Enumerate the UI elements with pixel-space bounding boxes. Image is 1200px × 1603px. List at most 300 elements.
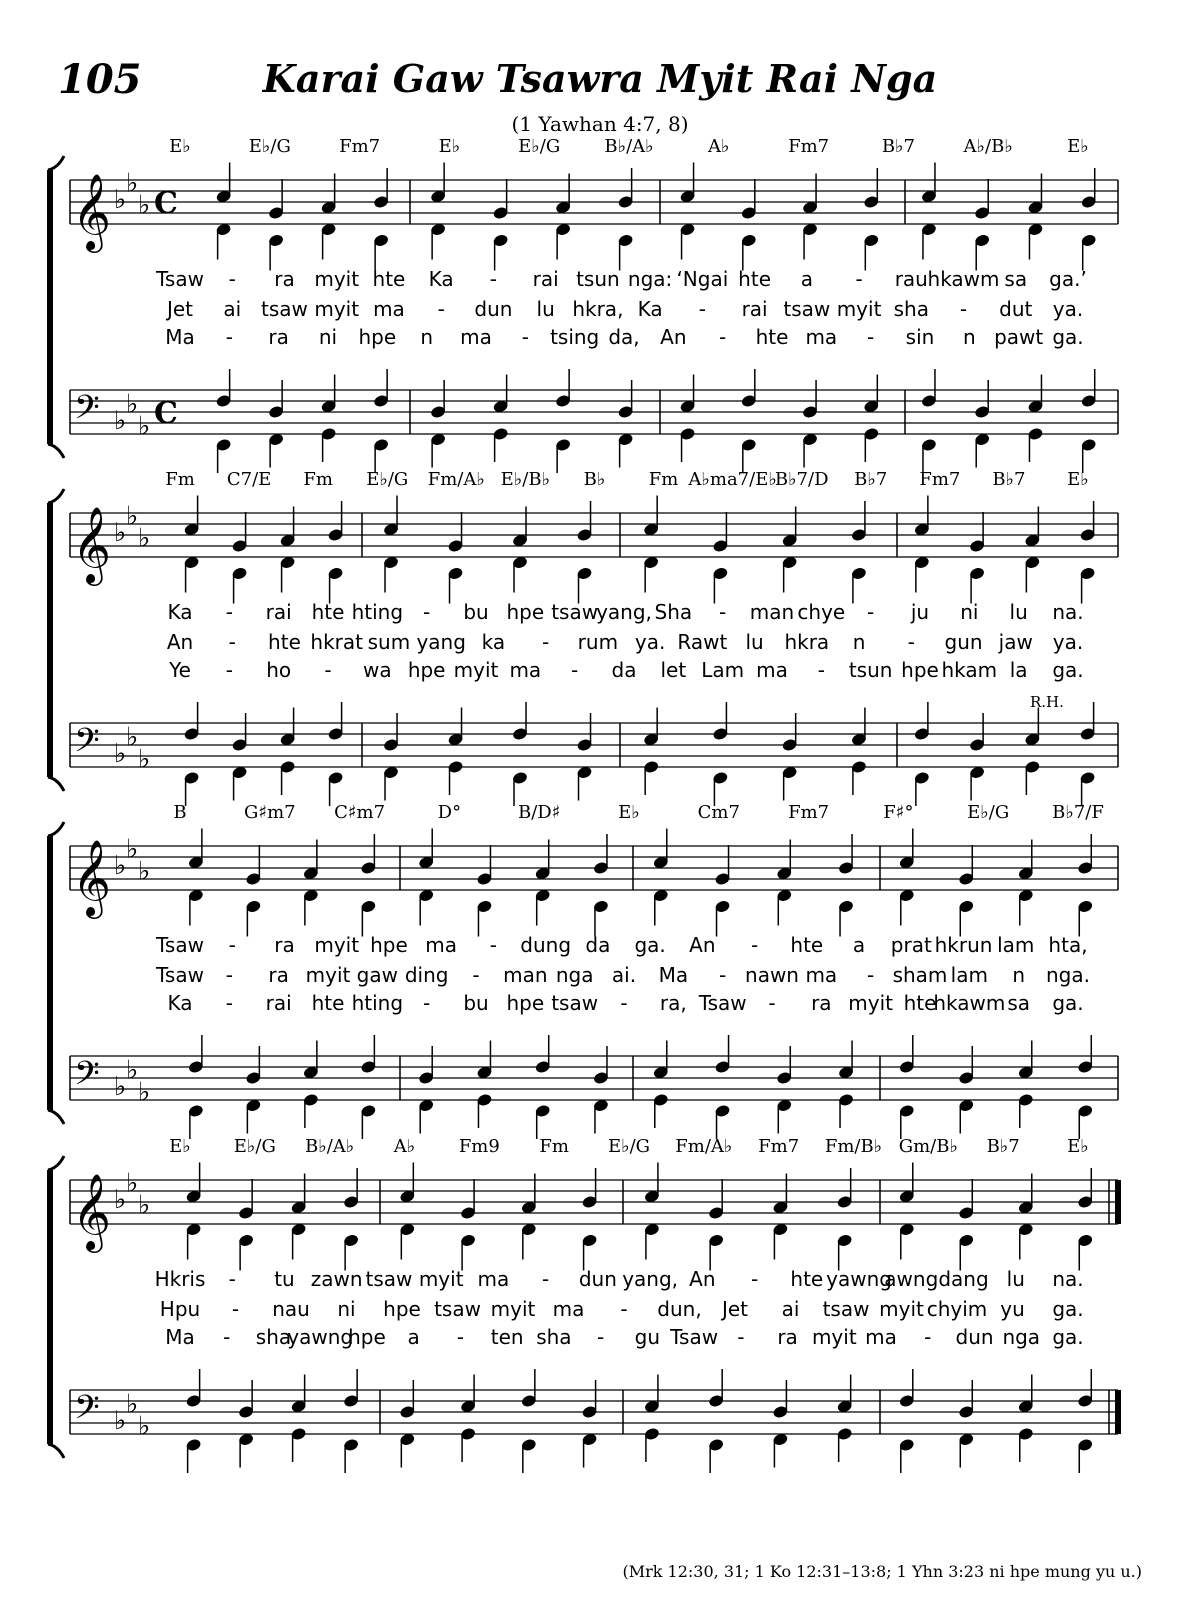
bracket-hook-bottom [48,444,64,458]
lyric-syllable: rai [265,991,292,1015]
chord-symbol: E♭ [1067,1136,1089,1157]
bracket-hook-top [48,822,64,836]
lyric-syllable: - [597,1325,605,1349]
key-flat: ♭ [138,744,151,775]
chord-symbol: Fm [648,469,679,490]
lyric-syllable: lu [536,297,555,321]
lyric-syllable: An [660,325,687,349]
lyric-syllable: sa [1004,267,1028,291]
chord-symbol: B♭/A♭ [604,136,654,157]
treble-clef: 𝄞 [72,173,112,250]
lyric-syllable: rai [741,297,768,321]
chord-symbol: Fm/A♭ [427,469,485,490]
lyric-syllable: hpe [506,600,545,624]
lyric-syllable: ma [805,963,838,987]
lyric-syllable: Tsaw [156,933,204,957]
lyric-syllable: hpe [506,991,545,1015]
lyric-syllable: ma [805,325,838,349]
chord-symbol: Fm/A♭ [675,1136,733,1157]
chord-symbol: B♭ [583,469,606,490]
lyric-syllable: - [228,933,236,957]
lyric-syllable: ma [552,1297,585,1321]
lyric-syllable: - [225,325,233,349]
lyric-syllable: - [521,325,529,349]
lyric-syllable: myit [836,297,882,321]
chord-symbol: E♭/B♭ [500,469,551,490]
lyric-syllable: da [611,658,637,682]
lyric-syllable: myit [314,267,360,291]
lyric-syllable: - [867,325,875,349]
lyric-syllable: myit [314,933,360,957]
lyric-syllable: Tsaw [156,963,204,987]
lyric-syllable: - [907,630,915,654]
lyric-syllable: hkawm [927,267,1000,291]
chord-symbol: B♭7 [854,469,888,490]
lyric-syllable: - [324,658,332,682]
bracket-hook-top [48,1156,64,1170]
hymn-title: Karai Gaw Tsawra Myit Rai Nga [262,56,938,101]
lyric-syllable: ra [777,1325,798,1349]
bass-staff [70,722,1118,775]
lyric-syllable: hpe [370,933,408,957]
lyric-syllable: hting [351,991,404,1015]
key-flat: ♭ [114,739,127,769]
lyric-syllable: - [231,1297,240,1321]
lyric-syllable: dung [520,933,572,957]
lyric-syllable: ma [756,658,788,682]
lyric-syllable: - [750,1267,759,1291]
lyric-syllable: a [800,267,813,291]
chord-symbol: B♭7/D [774,469,829,490]
chord-symbol: B/D♯ [517,802,561,823]
lyric-syllable: dun [955,1325,994,1349]
key-flat: ♭ [138,1411,151,1442]
bass-clef: 𝄢 [74,1055,100,1101]
lyric-syllable: - [228,267,236,291]
key-flat: ♭ [114,1072,127,1102]
lyric-syllable: hte [311,600,345,624]
lyric-syllable: gaw [356,963,398,987]
lyric-syllable: - [855,267,863,291]
lyric-syllable: Ye [169,658,191,682]
lyric-syllable: Rawt [677,630,728,654]
lyric-syllable: ra [268,325,289,349]
lyric-syllable: Sha [654,600,693,624]
system-2 [48,469,1118,806]
lyric-syllable: chyim [926,1297,988,1321]
lyric-syllable: sa [1007,991,1031,1015]
key-flat: ♭ [114,518,127,548]
treble-clef: 𝄞 [72,839,112,916]
lyric-syllable: rai [265,600,292,624]
lyric-syllable: - [571,658,579,682]
lyric-syllable: ya. [1052,297,1084,321]
lyric-syllable: ma [425,933,458,957]
lyric-syllable: ra [274,267,295,291]
lyric-syllable: hkawm [933,991,1006,1015]
hymn-number: 105 [58,56,142,103]
lyric-syllable: An [689,1267,716,1291]
lyric-syllable: Tsaw [670,1325,719,1349]
lyric-syllable: - [698,297,706,321]
lyric-syllable: Jet [721,1297,749,1321]
lyric-syllable: ya. [1052,630,1084,654]
lyric-syllable: ya. [634,630,666,654]
lyric-syllable: tsaw [551,991,599,1015]
key-flat: ♭ [138,523,151,554]
lyric-syllable: man [749,600,795,624]
lyric-syllable: nga [1002,1325,1041,1349]
chord-symbol: E♭/G [233,1136,276,1157]
lyric-syllable: yang, [596,600,652,624]
bass-clef: 𝄢 [74,1389,100,1435]
lyric-syllable: gu [634,1325,661,1349]
chord-symbol: A♭ [393,1136,416,1157]
lyric-syllable: na. [1052,1267,1084,1291]
chord-symbol: Fm [539,1136,569,1157]
lyric-syllable: hte [755,325,789,349]
chord-symbol: Fm7 [339,136,381,157]
lyric-syllable: ai [223,297,242,321]
lyric-syllable: hte [372,267,406,291]
lyric-syllable: ma [373,297,405,321]
lyric-syllable: sum [367,630,411,654]
chord-symbol: E♭/G [518,136,561,157]
lyric-syllable: man [503,963,548,987]
lyric-syllable: n [420,325,434,349]
chord-symbol: A♭/B♭ [963,136,1013,157]
lyric-syllable: sha [536,1325,572,1349]
key-flat: ♭ [138,856,151,887]
key-flat: ♭ [126,834,139,865]
lyric-syllable: lu [1006,1267,1025,1291]
lyric-syllable: Lam [701,658,745,682]
lyric-syllable: yawng [287,1325,354,1349]
lyric-syllable: jaw [998,630,1033,654]
performance-mark: R.H. [1030,693,1064,711]
lyric-syllable: prat [890,933,932,957]
lyric-syllable: hkrat [310,630,363,654]
lyric-syllable: sha [255,1325,292,1349]
chord-symbol: Fm/B♭ [824,1136,883,1157]
lyric-syllable: Jet [166,297,194,321]
lyric-syllable: - [225,658,233,682]
lyric-syllable: ai. [611,963,637,987]
lyric-syllable: ni [337,1297,356,1321]
lyric-syllable: dun [474,297,513,321]
lyric-syllable: hta, [1048,933,1088,957]
lyric-syllable: tsaw [434,1297,481,1321]
lyric-syllable: rum [577,630,619,654]
chord-symbol: Fm7 [788,136,830,157]
lyric-syllable: ra, [659,991,687,1015]
lyric-syllable: myit [848,991,894,1015]
lyric-syllable: a [407,1325,420,1349]
chord-symbol: Fm7 [758,1136,800,1157]
treble-staff [70,502,1118,587]
key-flat: ♭ [114,851,127,881]
lyric-syllable: da [585,933,611,957]
chord-symbol: C♯m7 [334,802,386,823]
lyric-syllable: - [472,963,480,987]
lyric-syllable: - [620,1297,628,1321]
lyric-syllable: ma [460,325,492,349]
lyric-syllable: - [719,600,727,624]
bracket-hook-bottom [48,777,64,791]
lyric-syllable: nga. [1046,963,1090,987]
lyric-syllable: bu [463,600,489,624]
lyric-syllable: - [437,297,445,321]
key-flat: ♭ [114,185,127,215]
lyric-syllable: ka [481,630,506,654]
lyric-syllable: - [489,933,498,957]
lyric-syllable: n [1012,963,1026,987]
chord-symbol: Fm7 [788,802,830,823]
lyric-syllable: hte [738,267,772,291]
lyric-syllable: Ka [167,991,193,1015]
lyric-syllable: nga: [627,267,673,291]
lyric-syllable: bu [463,991,489,1015]
lyric-syllable: - [228,1267,236,1291]
chord-symbol: D° [437,802,462,823]
lyric-syllable: - [737,1325,745,1349]
lyric-syllable: ma [509,658,542,682]
key-flat: ♭ [126,1168,139,1199]
chord-symbol: Cm7 [697,802,740,823]
key-flat: ♭ [126,1389,139,1420]
key-flat: ♭ [126,168,139,199]
chord-symbol: Fm7 [919,469,961,490]
chord-symbol: E♭/G [607,1136,651,1157]
lyric-syllable: ju [910,600,930,624]
lyric-syllable: Ka [428,267,454,291]
lyric-syllable: na. [1052,600,1084,624]
lyric-syllable: hte [311,991,345,1015]
chord-symbol: B♭7/F [1052,802,1104,823]
lyric-syllable: nga [555,963,594,987]
lyric-syllable: ga. [1052,325,1084,349]
lyric-syllable: lu [1009,600,1028,624]
time-signature: C [154,186,178,221]
lyric-syllable: hpe [901,658,939,682]
lyric-syllable: Hkris [154,1267,206,1291]
lyric-syllable: ten [490,1325,524,1349]
lyric-syllable: n [852,630,866,654]
lyric-syllable: nau [272,1297,310,1321]
lyric-syllable: Hpu [159,1297,201,1321]
lyric-syllable: yu [1000,1297,1025,1321]
bass-clef: 𝄢 [74,389,100,435]
key-flat: ♭ [138,1077,151,1108]
lyric-syllable: hpe [407,658,446,682]
lyric-syllable: ma [865,1325,897,1349]
lyric-syllable: - [225,600,233,624]
lyric-syllable: zawn [310,1267,363,1291]
lyric-syllable: hte [790,1267,824,1291]
lyric-syllable: ga. [634,933,666,957]
chord-symbol: Fm [165,469,195,490]
lyric-syllable: awng [884,1267,939,1291]
lyric-syllable: - [489,267,498,291]
lyric-syllable: hpe [348,1325,386,1349]
lyric-syllable: nawn [745,963,799,987]
key-flat: ♭ [114,1185,127,1215]
lyric-syllable: da, [608,325,640,349]
lyric-syllable: dut [999,297,1033,321]
chord-symbol: Gm/B♭ [898,1136,958,1157]
lyric-syllable: - [620,991,628,1015]
lyric-syllable: - [423,600,431,624]
key-flat: ♭ [138,190,151,221]
lyric-syllable: ga. [1052,1325,1084,1349]
lyric-syllable: hkam [941,658,998,682]
lyric-syllable: Ma [658,963,689,987]
system-1 [48,136,1118,473]
lyric-syllable: ra [274,933,295,957]
lyric-syllable: Ma [165,325,195,349]
lyric-syllable: myit [305,963,351,987]
lyric-syllable: a [852,933,866,957]
system-4 [48,1136,1118,1473]
lyric-syllable: hkra [784,630,830,654]
lyric-syllable: Ka [167,600,193,624]
lyric-syllable: Tsaw [156,267,204,291]
lyric-syllable: - [719,325,727,349]
lyric-syllable: sha [893,297,929,321]
lyric-syllable: hkra, [572,297,624,321]
footer-references: (Mrk 12:30, 31; 1 Ko 12:31–13:8; 1 Yhn 3:23 ni hpe mung yu u.) [622,1562,1142,1581]
lyric-syllable: ni [318,325,338,349]
lyric-syllable: dun, [657,1297,702,1321]
key-flat: ♭ [138,411,151,442]
treble-clef: 𝄞 [72,506,112,583]
lyric-syllable: yawng [826,1267,892,1291]
lyric-syllable: Ma [165,1325,195,1349]
lyric-syllable: ma [477,1267,510,1291]
lyric-syllable: hpe [383,1297,421,1321]
lyric-syllable: hte [790,933,824,957]
chord-symbol: E♭ [169,136,191,157]
lyric-syllable: tu [274,1267,295,1291]
chord-symbol: B♭7 [881,136,915,157]
lyric-syllable: tsing [550,325,600,349]
lyric-syllable: myit [490,1297,536,1321]
lyric-syllable: myit [879,1297,924,1321]
key-flat: ♭ [126,722,139,753]
lyric-syllable: sin [905,325,935,349]
lyric-syllable: ga. [1052,658,1084,682]
lyric-syllable: lu [745,630,764,654]
bass-clef: 𝄢 [74,722,100,768]
lyric-syllable: ding [404,963,449,987]
lyric-syllable: ga.’ [1049,267,1087,291]
lyric-syllable: - [542,630,550,654]
lyric-syllable: la [1009,658,1028,682]
chord-symbol: E♭ [438,136,461,157]
chord-symbol: E♭/G [248,136,291,157]
key-flat: ♭ [138,1190,151,1221]
lyric-syllable: ho [266,658,292,682]
lyric-syllable: hte [903,991,937,1015]
lyric-syllable: chye [797,600,846,624]
key-flat: ♭ [126,389,139,420]
lyric-syllable: Tsaw [698,991,747,1015]
lyric-syllable: hting [351,600,404,624]
lyric-syllable: ni [960,600,979,624]
system-3 [48,802,1118,1139]
lyric-syllable: wa [363,658,392,682]
lyric-syllable: - [719,963,727,987]
lyric-syllable: - [924,1325,932,1349]
lyric-syllable: myit [314,297,360,321]
treble-clef: 𝄞 [72,1173,112,1250]
lyric-syllable: gun [944,630,983,654]
lyric-syllable: n [962,325,976,349]
chord-symbol: G♯m7 [243,802,296,823]
bracket-hook-top [48,156,64,170]
lyric-syllable: An [689,933,716,957]
lyric-syllable: - [225,991,233,1015]
chord-symbol: E♭/G [366,469,409,490]
lyric-syllable: - [750,933,759,957]
chord-symbol: E♭ [1067,469,1089,490]
lyric-syllable: lam [950,963,988,987]
chord-symbol: E♭ [618,802,640,823]
lyric-syllable: An [166,630,194,654]
bracket-hook-bottom [48,1110,64,1124]
key-flat: ♭ [114,1406,127,1436]
chord-symbol: B♭7 [992,469,1026,490]
lyric-syllable: let [660,658,687,682]
chord-symbol: E♭/G [967,802,1010,823]
lyric-syllable: tsaw [261,297,308,321]
chord-symbol: A♭ma7/E♭ [688,469,777,490]
bracket-hook-top [48,489,64,503]
time-signature: C [154,396,178,431]
lyric-syllable: sham [892,963,948,987]
lyric-syllable: ‘Ngai [676,267,729,291]
lyric-syllable: dun [578,1267,617,1291]
chord-symbol: Fm [303,469,333,490]
lyric-syllable: - [456,1325,465,1349]
treble-staff [70,169,1118,254]
lyric-syllable: - [225,963,233,987]
key-flat: ♭ [114,406,127,436]
lyric-syllable: hkrun [934,933,993,957]
lyric-syllable: ai [781,1297,800,1321]
lyric-syllable: - [223,1325,231,1349]
lyric-syllable: dang [938,1267,989,1291]
lyric-syllable: tsaw [783,297,831,321]
key-flat: ♭ [126,501,139,532]
lyric-syllable: tsaw [365,1267,413,1291]
scripture-reference: (1 Yawhan 4:7, 8) [511,112,689,136]
chord-symbol: A♭ [708,136,730,157]
lyric-syllable: ra [268,963,289,987]
lyric-syllable: - [542,1267,550,1291]
lyric-syllable: yang, [622,1267,679,1291]
chord-symbol: Fm9 [458,1136,500,1157]
lyric-syllable: hte [268,630,301,654]
bracket-hook-bottom [48,1444,64,1458]
chord-symbol: E♭ [169,1136,191,1157]
chord-symbol: C7/E [226,469,272,490]
lyric-syllable: - [423,991,431,1015]
lyric-syllable: pawt [994,325,1044,349]
lyric-syllable: tsun [848,658,893,682]
lyric-syllable: myit [811,1325,857,1349]
lyric-syllable: Ka [637,297,663,321]
